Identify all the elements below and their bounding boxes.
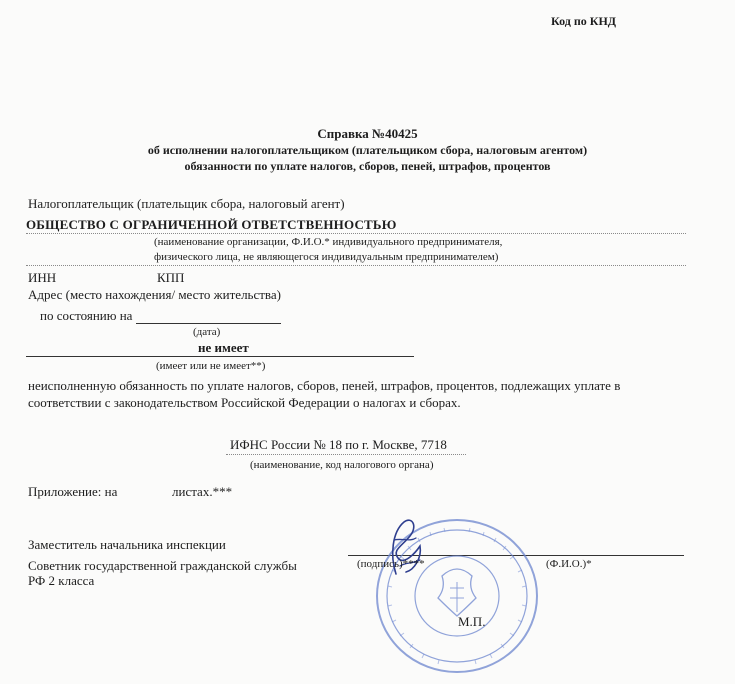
seal-emblem-detail — [450, 582, 464, 612]
certificate-subtitle-line2: обязанности по уплате налогов, сборов, пеней, штрафов, процентов — [184, 159, 551, 173]
certificate-subtitle-line1: об исполнении налогоплательщиком (плательщиком сбора, налоговым агентом) — [147, 143, 588, 157]
taxpayer-name-underline — [26, 233, 686, 234]
body-text-line1: неисполненную обязанность по уплате налогов, сборов, пеней, штрафов, процентов, подлежащих уплате в — [28, 378, 621, 393]
signatory-rank-line1: Советник государственной гражданской службы — [28, 558, 297, 573]
inn-label: ИНН — [28, 270, 57, 285]
date-field-line — [136, 323, 281, 324]
taxpayer-caption-line2: физического лица, не являющегося индивидуальным предпринимателем) — [154, 251, 499, 263]
address-label: Адрес (место нахождения/ место жительства) — [28, 287, 281, 302]
appendix-suffix: листах.*** — [172, 484, 233, 499]
seal-place-label: М.П. — [458, 614, 486, 629]
appendix-prefix: Приложение: на — [28, 484, 118, 499]
handwritten-signature — [376, 512, 436, 582]
date-caption: (дата) — [193, 326, 221, 338]
signature-caption: (подпись)**** — [357, 558, 425, 570]
kpp-label: КПП — [157, 270, 185, 285]
tax-authority-caption: (наименование, код налогового органа) — [250, 459, 434, 471]
obligation-status-caption: (имеет или не имеет**) — [156, 360, 266, 372]
tax-authority-name: ИФНС России № 18 по г. Москве, 7718 — [230, 437, 447, 452]
signatory-rank-line2: РФ 2 класса — [28, 573, 95, 588]
signatory-position: Заместитель начальника инспекции — [28, 537, 226, 552]
knd-code-label: Код по КНД — [551, 14, 617, 28]
obligation-status-line — [26, 356, 414, 357]
taxpayer-label: Налогоплательщик (плательщик сбора, налоговый агент) — [28, 196, 345, 211]
body-text-line2: соответствии с законодательством Российской Федерации о налогах и сборах. — [28, 395, 461, 410]
taxpayer-caption-underline — [26, 265, 686, 266]
obligation-status-value: не имеет — [198, 340, 249, 355]
fio-caption: (Ф.И.О.)* — [546, 558, 592, 570]
taxpayer-caption-line1: (наименование организации, Ф.И.О.* индивидуального предпринимателя, — [154, 236, 503, 248]
tax-authority-underline — [226, 454, 466, 455]
taxpayer-name: ОБЩЕСТВО С ОГРАНИЧЕННОЙ ОТВЕТСТВЕННОСТЬЮ — [26, 217, 397, 232]
as-of-label: по состоянию на — [40, 308, 133, 323]
certificate-title: Справка №40425 — [317, 126, 418, 141]
